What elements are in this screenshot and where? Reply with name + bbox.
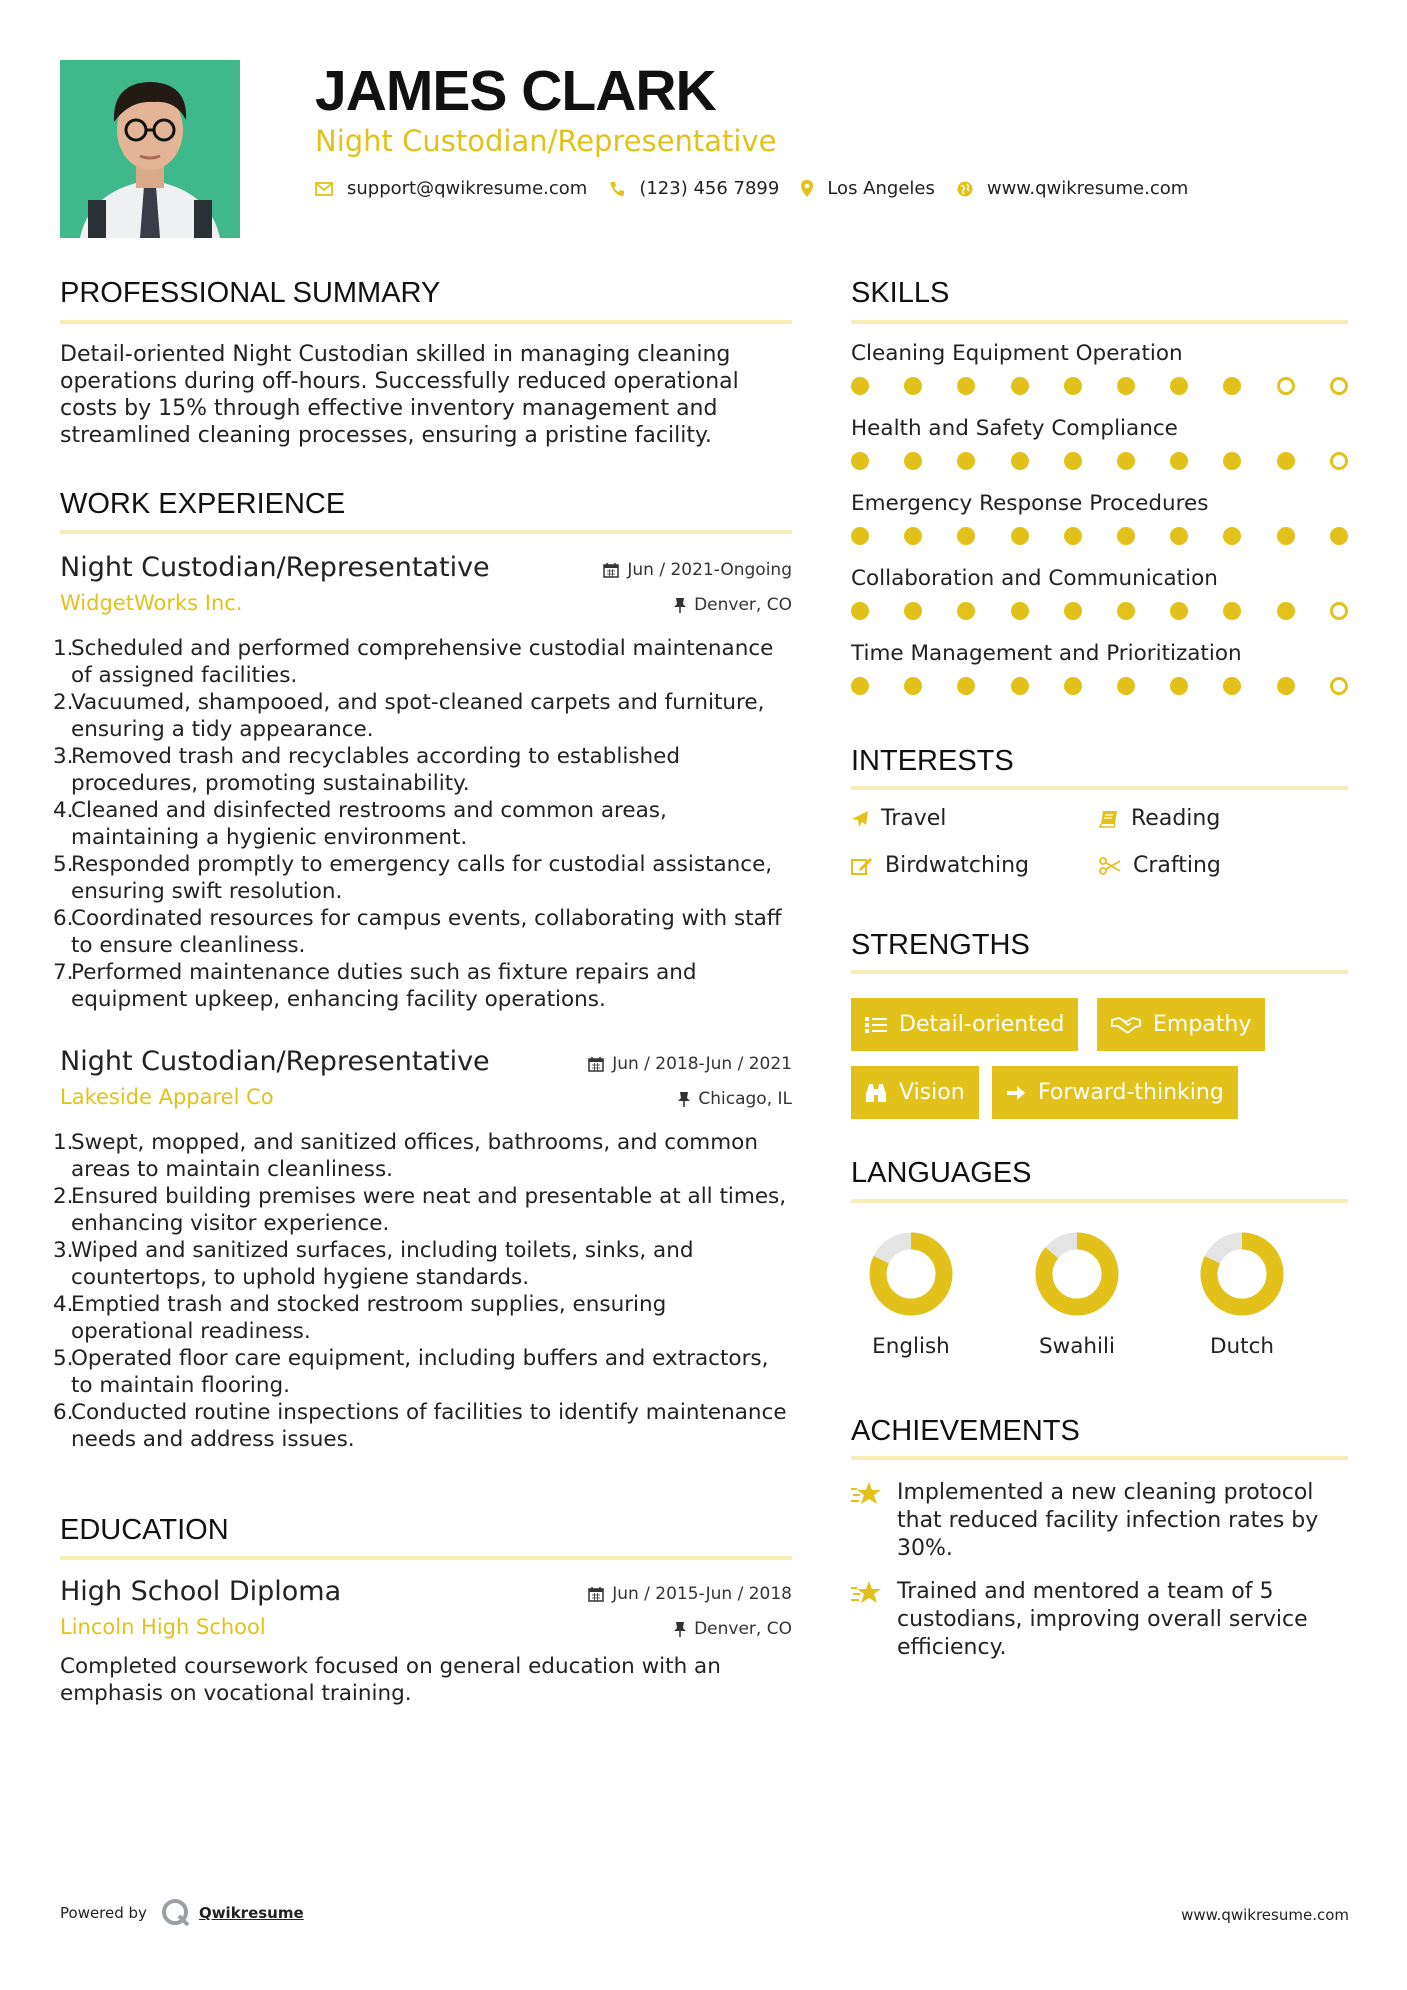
- handshake-icon: [1111, 1016, 1141, 1034]
- skill-dot-filled: [1223, 677, 1241, 695]
- skill-dot-filled: [1011, 602, 1029, 620]
- profile-photo: [60, 60, 240, 238]
- section-title-strengths: STRENGTHS: [851, 929, 1030, 961]
- skill-dot-empty: [1330, 602, 1348, 620]
- skill-dot-filled: [1223, 377, 1241, 395]
- contact-bar: [315, 178, 1210, 199]
- skill-dot-filled: [957, 527, 975, 545]
- qwikresume-logo-icon: [161, 1898, 191, 1928]
- skills-list: [851, 341, 1351, 716]
- skill-dot-filled: [957, 377, 975, 395]
- list-item: 4. Emptied trash and stocked restroom supplies, ensuring operational readiness.: [53, 1292, 667, 1344]
- book-icon: [1099, 810, 1119, 828]
- skill-dot-filled: [1170, 677, 1188, 695]
- pushpin-icon: [674, 597, 686, 613]
- skill-dot-filled: [1223, 527, 1241, 545]
- brand-link[interactable]: Qwikresume: [198, 1904, 304, 1922]
- list-item: 2. Vacuumed, shampooed, and spot-cleaned carpets and furniture, ensuring a tidy appearance.: [53, 690, 765, 742]
- interest-item: [1099, 806, 1220, 831]
- strength-label: Empathy: [1153, 1012, 1252, 1037]
- skill-dot-filled: [904, 677, 922, 695]
- language-item: [1017, 1230, 1137, 1359]
- envelope-icon: [315, 182, 333, 196]
- skill-rating: [851, 377, 1351, 407]
- job-dates: [603, 552, 792, 587]
- summary-text: Detail-oriented Night Custodian skilled in managing cleaning operations during off-hours. Successfully reduced operational costs by 15% through effective inventory management and streamlined cleaning processes, ensuring a pristine facility.: [60, 342, 739, 448]
- skill-dot-filled: [1170, 452, 1188, 470]
- interest-label: Crafting: [1133, 853, 1221, 878]
- job-location-text: Denver, CO: [694, 594, 792, 615]
- interest-label: Reading: [1131, 806, 1221, 831]
- section-divider: [851, 786, 1348, 790]
- skill-dot-filled: [1330, 527, 1348, 545]
- education-degree: High School Diploma: [60, 1576, 342, 1607]
- interest-item: [1099, 853, 1221, 878]
- job-title: Night Custodian/Representative: [60, 1046, 490, 1077]
- website-text: www.qwikresume.com: [986, 178, 1189, 199]
- list-item: 5. Responded promptly to emergency calls for custodial assistance, ensuring swift resolution.: [53, 852, 773, 904]
- skill-rating: [851, 452, 1351, 482]
- skill-dot-filled: [1011, 527, 1029, 545]
- section-divider: [60, 1556, 792, 1560]
- strength-label: Forward-thinking: [1038, 1080, 1224, 1105]
- education-dates: [588, 1576, 792, 1611]
- job-company: Lakeside Apparel Co: [60, 1085, 274, 1109]
- arrow-right-icon: [1006, 1084, 1026, 1102]
- list-icon: [865, 1016, 887, 1034]
- skill-dot-filled: [851, 452, 869, 470]
- skill-rating: [851, 677, 1351, 707]
- section-divider: [851, 320, 1348, 324]
- skill-dot-filled: [1064, 452, 1082, 470]
- skill-dot-filled: [1223, 452, 1241, 470]
- strength-badge: [992, 1066, 1238, 1119]
- job-location: [588, 1081, 792, 1116]
- job-location-text: Chicago, IL: [698, 1088, 792, 1109]
- skill-dot-filled: [1170, 527, 1188, 545]
- footer-powered-by: [60, 1898, 304, 1928]
- achievement-item: [851, 1578, 1351, 1662]
- skill-dot-filled: [851, 377, 869, 395]
- skill-dot-filled: [1170, 377, 1188, 395]
- skill-dot-filled: [1223, 602, 1241, 620]
- job-dates-text: Jun / 2018-Jun / 2021: [612, 1053, 792, 1074]
- skill-dot-filled: [957, 452, 975, 470]
- job-entry: [53, 552, 792, 1013]
- phone-icon: [609, 181, 625, 197]
- skill-dot-filled: [1277, 527, 1295, 545]
- globe-icon: [957, 181, 973, 197]
- skill-item: [851, 491, 1351, 566]
- calendar-icon: [588, 1056, 604, 1072]
- interest-item: [851, 853, 1029, 878]
- language-name: Dutch: [1209, 1334, 1275, 1359]
- plane-icon: [851, 810, 869, 828]
- achievement-item: [851, 1479, 1351, 1563]
- contact-website[interactable]: [957, 178, 1188, 199]
- skill-dot-filled: [957, 602, 975, 620]
- education-meta: [588, 1576, 792, 1646]
- strength-badge: [1097, 998, 1265, 1051]
- contact-phone[interactable]: [609, 178, 779, 199]
- job-dates: [588, 1046, 792, 1081]
- education-location: [588, 1611, 792, 1646]
- skill-dot-filled: [1011, 377, 1029, 395]
- candidate-title: Night Custodian/Representative: [315, 124, 777, 158]
- edit-icon: [851, 856, 873, 876]
- strengths-list: [851, 998, 1351, 1120]
- interest-item: [851, 806, 946, 831]
- list-item: 1. Scheduled and performed comprehensive custodial maintenance of assigned facilities.: [53, 636, 774, 688]
- star-icon: [851, 1481, 883, 1507]
- skill-dot-filled: [1117, 677, 1135, 695]
- section-title-achievements: ACHIEVEMENTS: [851, 1415, 1080, 1447]
- powered-by-text: Powered by: [60, 1904, 147, 1922]
- job-meta: [603, 552, 792, 622]
- job-location: [603, 587, 792, 622]
- skill-dot-filled: [1117, 452, 1135, 470]
- section-title-interests: INTERESTS: [851, 745, 1014, 777]
- skill-dot-filled: [1064, 527, 1082, 545]
- languages-list: [851, 1230, 1331, 1370]
- skill-item: [851, 641, 1351, 716]
- contact-email[interactable]: [315, 178, 587, 199]
- skill-name: Time Management and Prioritization: [851, 641, 1242, 666]
- skill-dot-empty: [1330, 377, 1348, 395]
- email-text: support@qwikresume.com: [347, 178, 588, 199]
- list-item: 4. Cleaned and disinfected restrooms and common areas, maintaining a hygienic environment.: [53, 798, 667, 850]
- skill-dot-filled: [1277, 452, 1295, 470]
- job-title: Night Custodian/Representative: [60, 552, 490, 583]
- section-divider: [60, 320, 792, 324]
- list-item: 6. Conducted routine inspections of facilities to identify maintenance needs and address issues.: [53, 1400, 787, 1452]
- education-location-text: Denver, CO: [694, 1618, 792, 1639]
- skill-dot-filled: [1117, 602, 1135, 620]
- skill-dot-filled: [1277, 677, 1295, 695]
- star-icon: [851, 1580, 883, 1606]
- achievement-text: Trained and mentored a team of 5 custodians, improving overall service efficiency.: [897, 1579, 1308, 1660]
- job-duties-list: [53, 635, 792, 1013]
- strength-label: Vision: [899, 1080, 965, 1105]
- skill-dot-filled: [1064, 377, 1082, 395]
- language-ring: [851, 1230, 971, 1320]
- education-dates-text: Jun / 2015-Jun / 2018: [612, 1583, 792, 1604]
- skill-dot-filled: [1117, 377, 1135, 395]
- section-title-summary: PROFESSIONAL SUMMARY: [60, 277, 441, 309]
- skill-rating: [851, 602, 1351, 632]
- list-item: 5. Operated floor care equipment, including buffers and extractors, to maintain flooring.: [53, 1346, 769, 1398]
- pushpin-icon: [674, 1621, 686, 1637]
- skill-item: [851, 341, 1351, 416]
- education-description: Completed coursework focused on general education with an emphasis on vocational training.: [60, 1654, 721, 1706]
- calendar-icon: [603, 562, 619, 578]
- contact-location: [801, 178, 935, 199]
- job-company: WidgetWorks Inc.: [60, 591, 243, 615]
- skill-dot-filled: [957, 677, 975, 695]
- list-item: 3. Removed trash and recyclables according to established procedures, promoting sustainability.: [53, 744, 681, 796]
- skill-dot-filled: [1011, 677, 1029, 695]
- language-item: [1182, 1230, 1302, 1359]
- candidate-name: JAMES CLARK: [315, 59, 716, 123]
- phone-text: (123) 456 7899: [639, 178, 780, 199]
- list-item: 7. Performed maintenance duties such as fixture repairs and equipment upkeep, enhancing facility operations.: [53, 960, 697, 1012]
- language-ring: [1182, 1230, 1302, 1320]
- education-school: Lincoln High School: [60, 1615, 266, 1639]
- interest-label: Birdwatching: [885, 853, 1029, 878]
- section-title-education: EDUCATION: [60, 1514, 229, 1546]
- scissors-icon: [1099, 857, 1121, 875]
- section-title-experience: WORK EXPERIENCE: [60, 488, 346, 520]
- section-divider: [60, 530, 792, 534]
- section-divider: [851, 970, 1348, 974]
- list-item: 6. Coordinated resources for campus events, collaborating with staff to ensure cleanliness.: [53, 906, 782, 958]
- skill-dot-empty: [1330, 677, 1348, 695]
- skill-name: Health and Safety Compliance: [851, 416, 1178, 441]
- skill-dot-filled: [904, 602, 922, 620]
- achievement-text: Implemented a new cleaning protocol that reduced facility infection rates by 30%.: [897, 1480, 1319, 1561]
- skill-dot-filled: [904, 377, 922, 395]
- list-item: 2. Ensured building premises were neat and presentable at all times, enhancing visitor experience.: [53, 1184, 787, 1236]
- skill-dot-filled: [1170, 602, 1188, 620]
- skill-name: Collaboration and Communication: [851, 566, 1218, 591]
- skill-dot-empty: [1330, 452, 1348, 470]
- skill-dot-empty: [1277, 377, 1295, 395]
- binoculars-icon: [865, 1083, 887, 1103]
- section-title-languages: LANGUAGES: [851, 1157, 1032, 1189]
- skill-dot-filled: [904, 452, 922, 470]
- strength-label: Detail-oriented: [899, 1012, 1065, 1037]
- skill-item: [851, 566, 1351, 641]
- skill-name: Emergency Response Procedures: [851, 491, 1209, 516]
- language-name: English: [872, 1334, 950, 1359]
- skill-dot-filled: [1064, 602, 1082, 620]
- skill-dot-filled: [1277, 602, 1295, 620]
- map-pin-icon: [801, 180, 813, 197]
- skill-name: Cleaning Equipment Operation: [851, 341, 1183, 366]
- calendar-icon: [588, 1586, 604, 1602]
- location-text: Los Angeles: [827, 178, 935, 199]
- skill-item: [851, 416, 1351, 491]
- skill-dot-filled: [1011, 452, 1029, 470]
- skill-dot-filled: [1064, 677, 1082, 695]
- language-name: Swahili: [1039, 1334, 1115, 1359]
- strength-badge: [851, 998, 1078, 1051]
- section-divider: [851, 1456, 1348, 1460]
- skill-dot-filled: [1117, 527, 1135, 545]
- language-item: [851, 1230, 971, 1359]
- language-ring: [1017, 1230, 1137, 1320]
- pushpin-icon: [678, 1091, 690, 1107]
- education-entry: [60, 1576, 792, 1707]
- list-item: 1. Swept, mopped, and sanitized offices, bathrooms, and common areas to maintain cleanliness.: [53, 1130, 758, 1182]
- skill-rating: [851, 527, 1351, 557]
- job-entry: [53, 1046, 792, 1453]
- job-dates-text: Jun / 2021-Ongoing: [627, 559, 792, 580]
- list-item: 3. Wiped and sanitized surfaces, including toilets, sinks, and countertops, to uphold hygiene standards.: [53, 1238, 694, 1290]
- section-title-skills: SKILLS: [851, 277, 950, 309]
- skill-dot-filled: [851, 527, 869, 545]
- strength-badge: [851, 1066, 979, 1119]
- skill-dot-filled: [851, 677, 869, 695]
- skill-dot-filled: [904, 527, 922, 545]
- interest-label: Travel: [881, 806, 947, 831]
- footer-url[interactable]: www.qwikresume.com: [1181, 1906, 1349, 1924]
- skill-dot-filled: [851, 602, 869, 620]
- section-divider: [851, 1199, 1348, 1203]
- job-duties-list: [53, 1129, 792, 1453]
- job-meta: [588, 1046, 792, 1116]
